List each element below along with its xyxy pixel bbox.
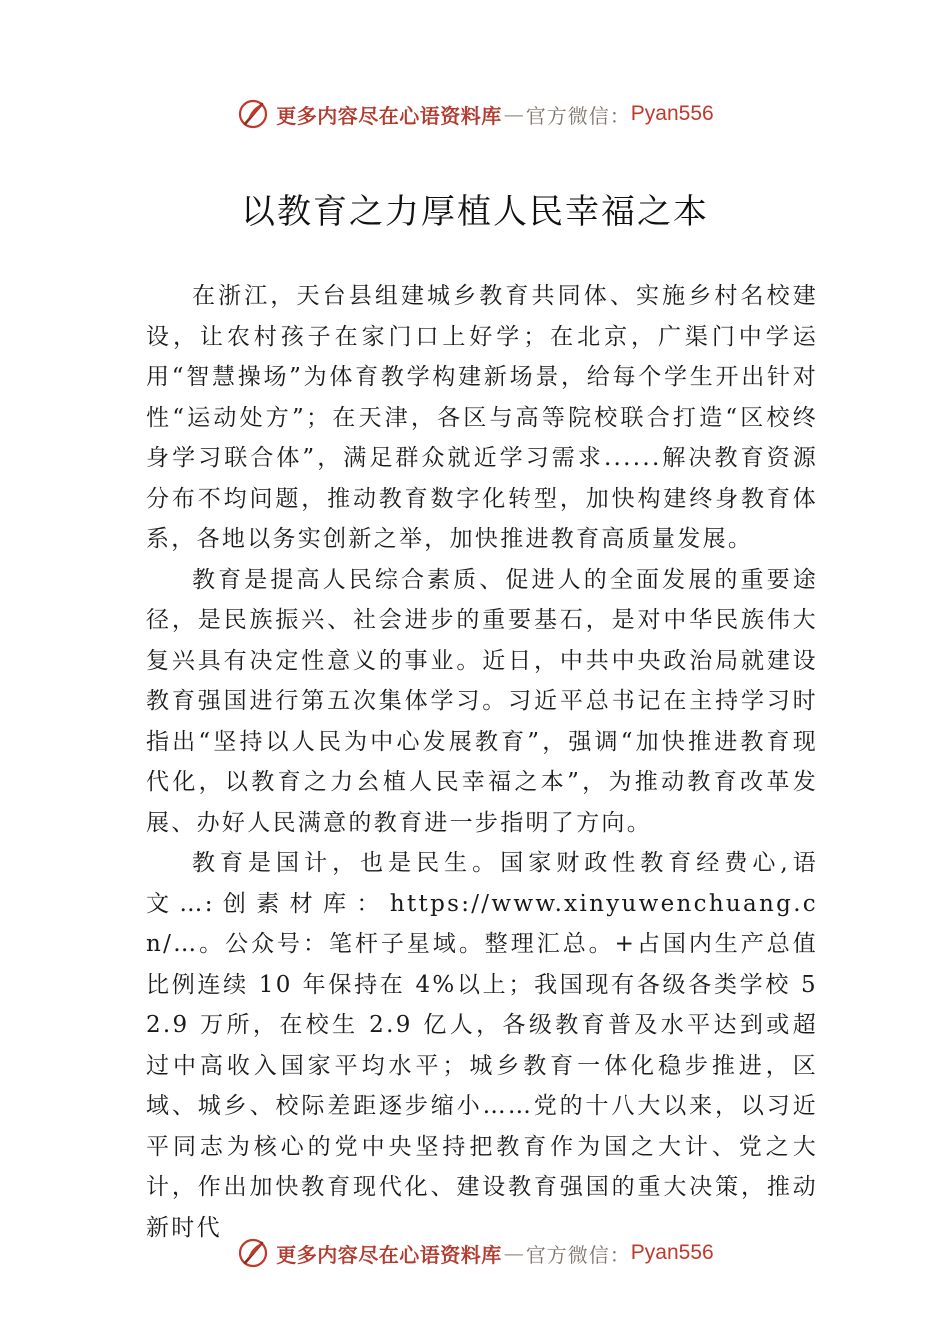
quill-logo-icon — [236, 1236, 270, 1270]
article-body — [146, 276, 818, 1248]
footer-watermark-banner — [0, 1231, 950, 1275]
quill-logo-icon — [236, 97, 270, 131]
watermark-separator: — — [503, 1241, 524, 1265]
header-watermark-banner — [0, 92, 950, 136]
watermark-brand-text: 更多内容尽在心语资料库 — [276, 103, 502, 128]
watermark-official-label: 官方微信： — [525, 1242, 631, 1267]
paragraph-3: 教育是国计，也是民生。国家财政性教育经费心,语文…:创素材库：https://www.xinyuwenchuang.cn/…。公众号：笔杆子星域。整理汇总。+占国内生产总值比例连续 10 年保持在 4%以上；我国现有各级各类学校 52.9 万所，在校生 2.9 亿人，各级教育普及水平达到或超过中高收入国家平均水平；城乡教育一体化稳步推进，区域、城乡、校际差距逐步缩小……党的十八大以来，以习近平同志为核心的党中央坚持把教育作为国之大计、党之大计，作出加快教育现代化、建设教育强国的重大决策，推动新时代 — [146, 850, 818, 1241]
watermark-separator: — — [503, 102, 524, 126]
watermark-official-label: 官方微信： — [525, 103, 631, 128]
document-title: 以教育之力厚植人民幸福之本 — [241, 192, 709, 232]
watermark-wechat-id: Pyan556 — [630, 102, 714, 125]
paragraph-2: 教育是提高人民综合素质、促进人的全面发展的重要途径，是民族振兴、社会进步的重要基石，是对中华民族伟大复兴具有决定性意义的事业。近日，中共中央政治局就建设教育强国进行第五次集体学习。习近平总书记在主持学习时指出“坚持以人民为中心发展教育”，强调“加快推进教育现代化，以教育之力㕕植人民幸福之本”，为推动教育改革发展、办好人民满意的教育进一步指明了方向。 — [146, 566, 818, 836]
paragraph-1: 在浙江，天台县组建城乡教育共同体、实施乡村名校建设，让农村孩子在家门口上好学；在北京，广渠门中学运用“智慧操场”为体育教学构建新场景，给每个学生开出针对性“运动处方”；在天津，各区与高等院校联合打造“区校终身学习联合体”，满足群众就近学习需求......解决教育资源分布不均问题，推动教育数字化转型，加快构建终身教育体系，各地以务实创新之举，加快推进教育高质量发展。 — [146, 283, 818, 552]
watermark-wechat-id: Pyan556 — [630, 1241, 714, 1264]
watermark-brand-text: 更多内容尽在心语资料库 — [276, 1242, 502, 1267]
